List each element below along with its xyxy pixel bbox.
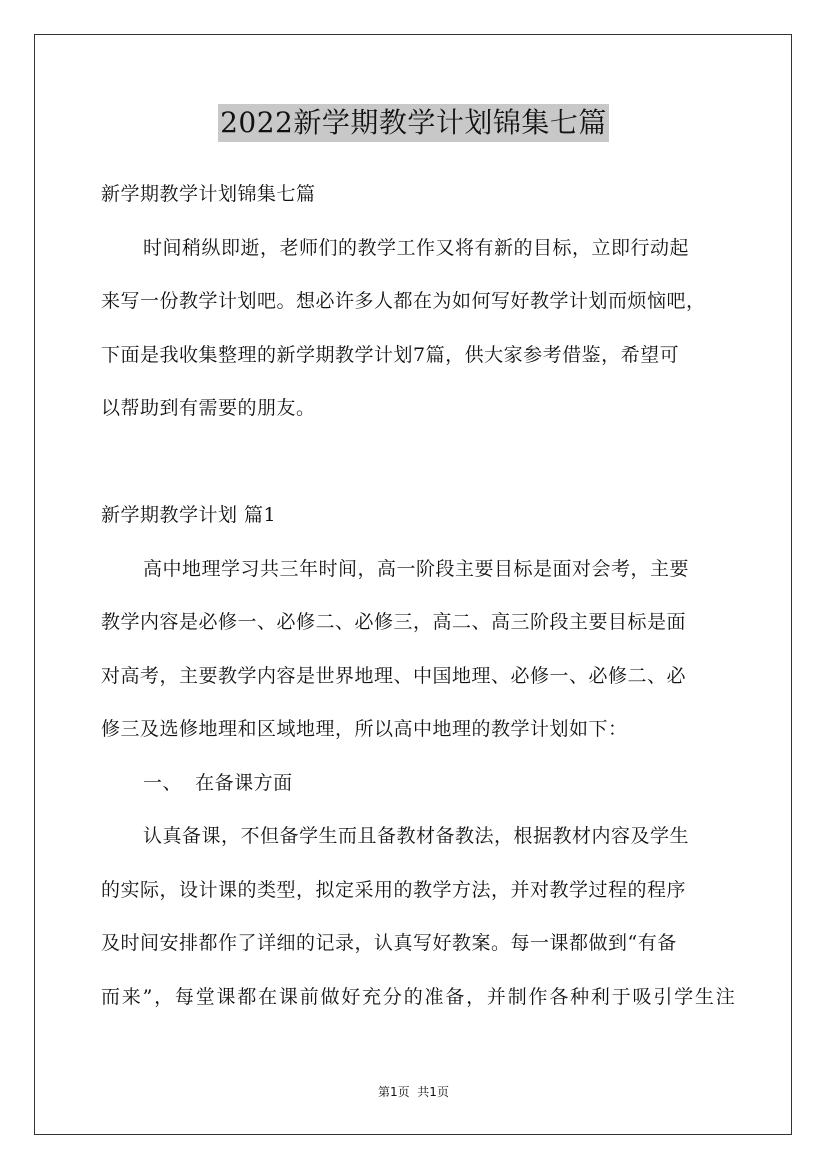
intro-line: 来写一份教学计划吧。想必许多人都在为如何写好教学计划而烦恼吧， — [101, 290, 706, 312]
document-title: 2022新学期教学计划锦集七篇 — [218, 104, 609, 142]
intro-line: 下面是我收集整理的新学期教学计划7篇，供大家参考借鉴，希望可 — [101, 343, 680, 366]
section-line: 教学内容是必修一、必修二、必修三，高二、高三阶段主要目标是面 — [101, 611, 687, 633]
intro-line: 时间稍纵即逝，老师们的教学工作又将有新的目标，立即行动起 — [143, 236, 690, 259]
page-footer — [0, 1083, 827, 1100]
body-line: 及时间安排都作了详细的记录，认真写好教案。每一课都做到“有备 — [101, 932, 677, 954]
body-line: 的实际，设计课的类型，拟定采用的教学方法，并对教学过程的程序 — [101, 878, 687, 901]
section-line: 修三及选修地理和区域地理，所以高中地理的教学计划如下： — [101, 718, 628, 740]
intro-line: 以帮助到有需要的朋友。 — [101, 397, 316, 419]
section-line: 高中地理学习共三年时间，高一阶段主要目标是面对会考，主要 — [143, 557, 690, 580]
document-body — [101, 168, 737, 1024]
section-heading: 新学期教学计划 篇1 — [101, 504, 277, 526]
body-line: 认真备课，不但备学生而且备教材备教法，根据教材内容及学生 — [143, 825, 690, 847]
paragraph-gap — [101, 436, 729, 490]
document-title-container — [0, 104, 827, 142]
section-line: 对高考，主要教学内容是世界地理、中国地理、必修一、必修二、必 — [101, 664, 687, 687]
page-number-label: 第1页 共1页 — [378, 1085, 449, 1099]
document-subtitle: 新学期教学计划锦集七篇 — [101, 183, 316, 205]
body-line: 而来”，每堂课都在课前做好充分的准备，并制作各种利于吸引学生注 — [101, 985, 737, 1008]
subheading: 一、 在备课方面 — [143, 771, 293, 794]
